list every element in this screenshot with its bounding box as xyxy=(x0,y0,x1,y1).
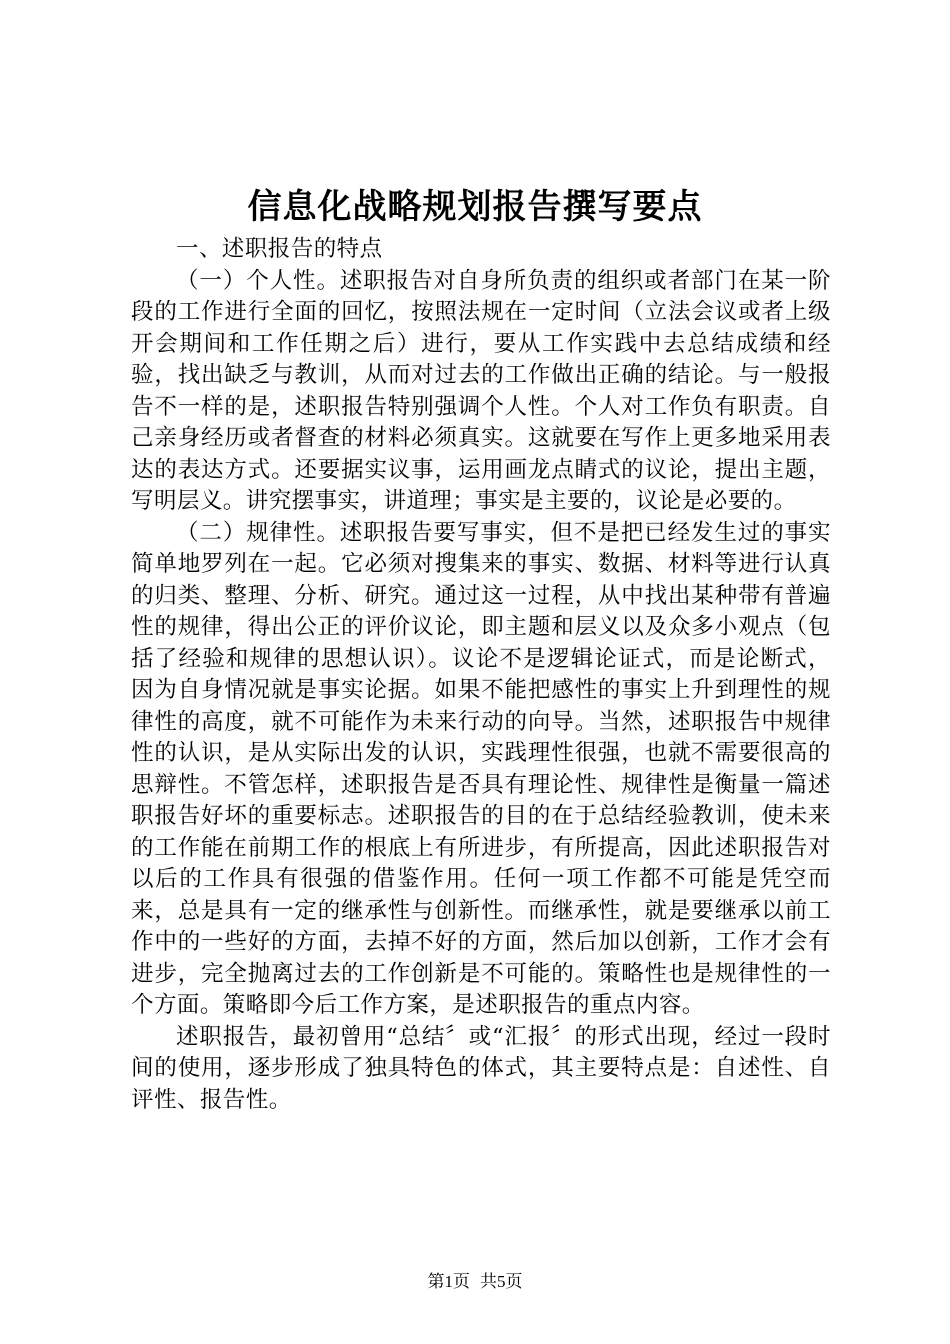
paragraph-summary: 述职报告，最初曾用“总结〞或“汇报〞的形式出现，经过一段时间的使用，逐步形成了独具特色的体式，其主要特点是：自述性、自评性、报告性。 xyxy=(131,1023,831,1113)
document-title: 信息化战略规划报告撰写要点 xyxy=(247,187,703,227)
section-heading: 一、述职报告的特点 xyxy=(176,236,383,262)
page-footer xyxy=(0,1270,950,1294)
page-number: 第1页 xyxy=(427,1272,470,1291)
document-body xyxy=(131,234,831,1116)
paragraph-personal: （一）个人性。述职报告对自身所负责的组织或者部门在某一阶段的工作进行全面的回忆，按照法规在一定时间（立法会议或者上级开会期间和工作任期之后）进行，要从工作实践中去总结成绩和经验，找出缺乏与教训，从而对过去的工作做出正确的结论。与一般报告不一样的是，述职报告特别强调个人性。个人对工作负有职责。自己亲身经历或者督查的材料必须真实。这就要在写作上更多地采用表达的表达方式。还要据实议事，运用画龙点睛式的议论，提出主题，写明层义。讲究摆事实，讲道理；事实是主要的，议论是必要的。 xyxy=(131,267,831,514)
paragraph-regularity: （二）规律性。述职报告要写事实，但不是把已经发生过的事实简单地罗列在一起。它必须对搜集来的事实、数据、材料等进行认真的归类、整理、分析、研究。通过这一过程，从中找出某种带有普遍性的规律，得出公正的评价议论，即主题和层义以及众多小观点（包括了经验和规律的思想认识）。议论不是逻辑论证式，而是论断式，因为自身情况就是事实论据。如果不能把感性的事实上升到理性的规律性的高度，就不可能作为未来行动的向导。当然，述职报告中规律性的认识，是从实际出发的认识，实践理性很强，也就不需要很高的思辩性。不管怎样，述职报告是否具有理论性、规律性是衡量一篇述职报告好坏的重要标志。述职报告的目的在于总结经验教训，使未来的工作能在前期工作的根底上有所进步，有所提高，因此述职报告对以后的工作具有很强的借鉴作用。任何一项工作都不可能是凭空而来，总是具有一定的继承性与创新性。而继承性，就是要继承以前工作中的一些好的方面，去掉不好的方面，然后加以创新，工作才会有进步，完全抛离过去的工作创新是不可能的。策略性也是规律性的一个方面。策略即今后工作方案，是述职报告的重点内容。 xyxy=(131,519,831,1018)
page-total: 共5页 xyxy=(480,1272,523,1291)
